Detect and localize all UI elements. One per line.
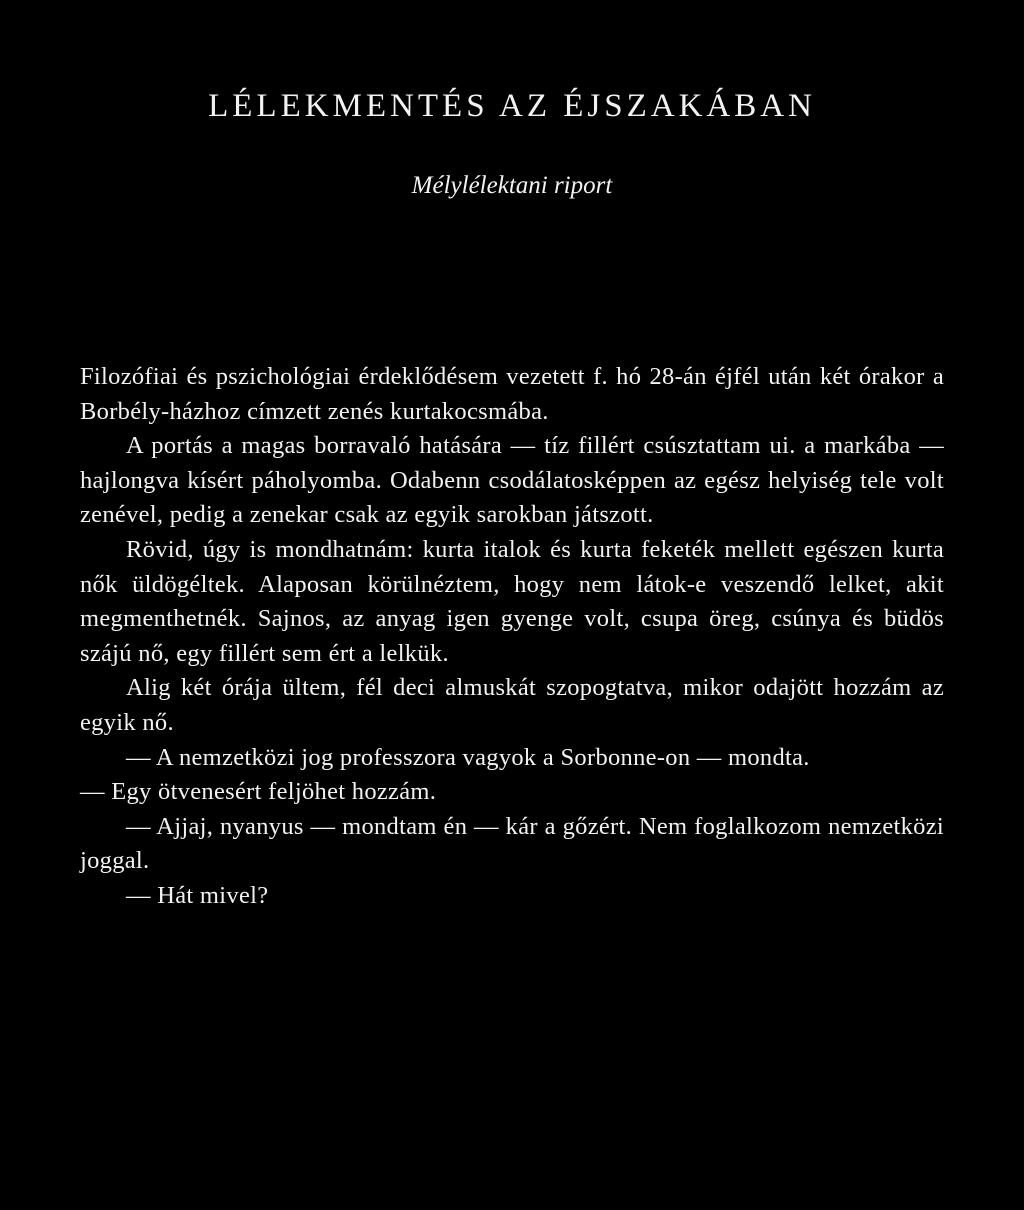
dialogue-line: — Hát mivel? <box>126 881 269 909</box>
paragraph: Alig két órája ültem, fél deci almuskát szopogtatva, mikor odajött hozzám az egyik nő. <box>80 674 944 736</box>
dialogue-line: — A nemzetközi jog professzora vagyok a Sorbonne-on — mondta. <box>126 743 810 771</box>
chapter-title: LÉLEKMENTÉS AZ ÉJSZAKÁBAN <box>208 88 816 124</box>
body-text <box>80 360 944 914</box>
dialogue-line: — Ajjaj, nyanyus — mondtam én — kár a gőzért. Nem foglalkozom nemzetközi joggal. <box>80 812 944 875</box>
paragraph: Rövid, úgy is mondhatnám: kurta italok és kurta feketék mellett egészen kurta nők üldögéltek. Alaposan körülnéztem, hogy nem látok-e veszendő lelket, akit megmenthetnék. Sajnos, az anyag igen gyenge volt, csupa öreg, csúnya és büdös szájú nő, egy fillért sem ért a lelkük. <box>80 535 944 667</box>
dialogue-line: — Egy ötvenesért feljöhet hozzám. <box>80 778 437 806</box>
chapter-subtitle: Mélylélektani riport <box>411 172 613 199</box>
paragraph: A portás a magas borravaló hatására — tíz fillért csúsztattam ui. a markába — hajlongva kísért páholyomba. Odabenn csodálatosképpen az egész helyiség tele volt zenével, pedig a zenekar csak az egyik sarokban játszott. <box>80 432 944 529</box>
paragraph: Filozófiai és pszichológiai érdeklődésem vezetett f. hó 28-án éjfél után két órakor a Borbély-házhoz címzett zenés kurtakocsmába. <box>80 363 944 425</box>
